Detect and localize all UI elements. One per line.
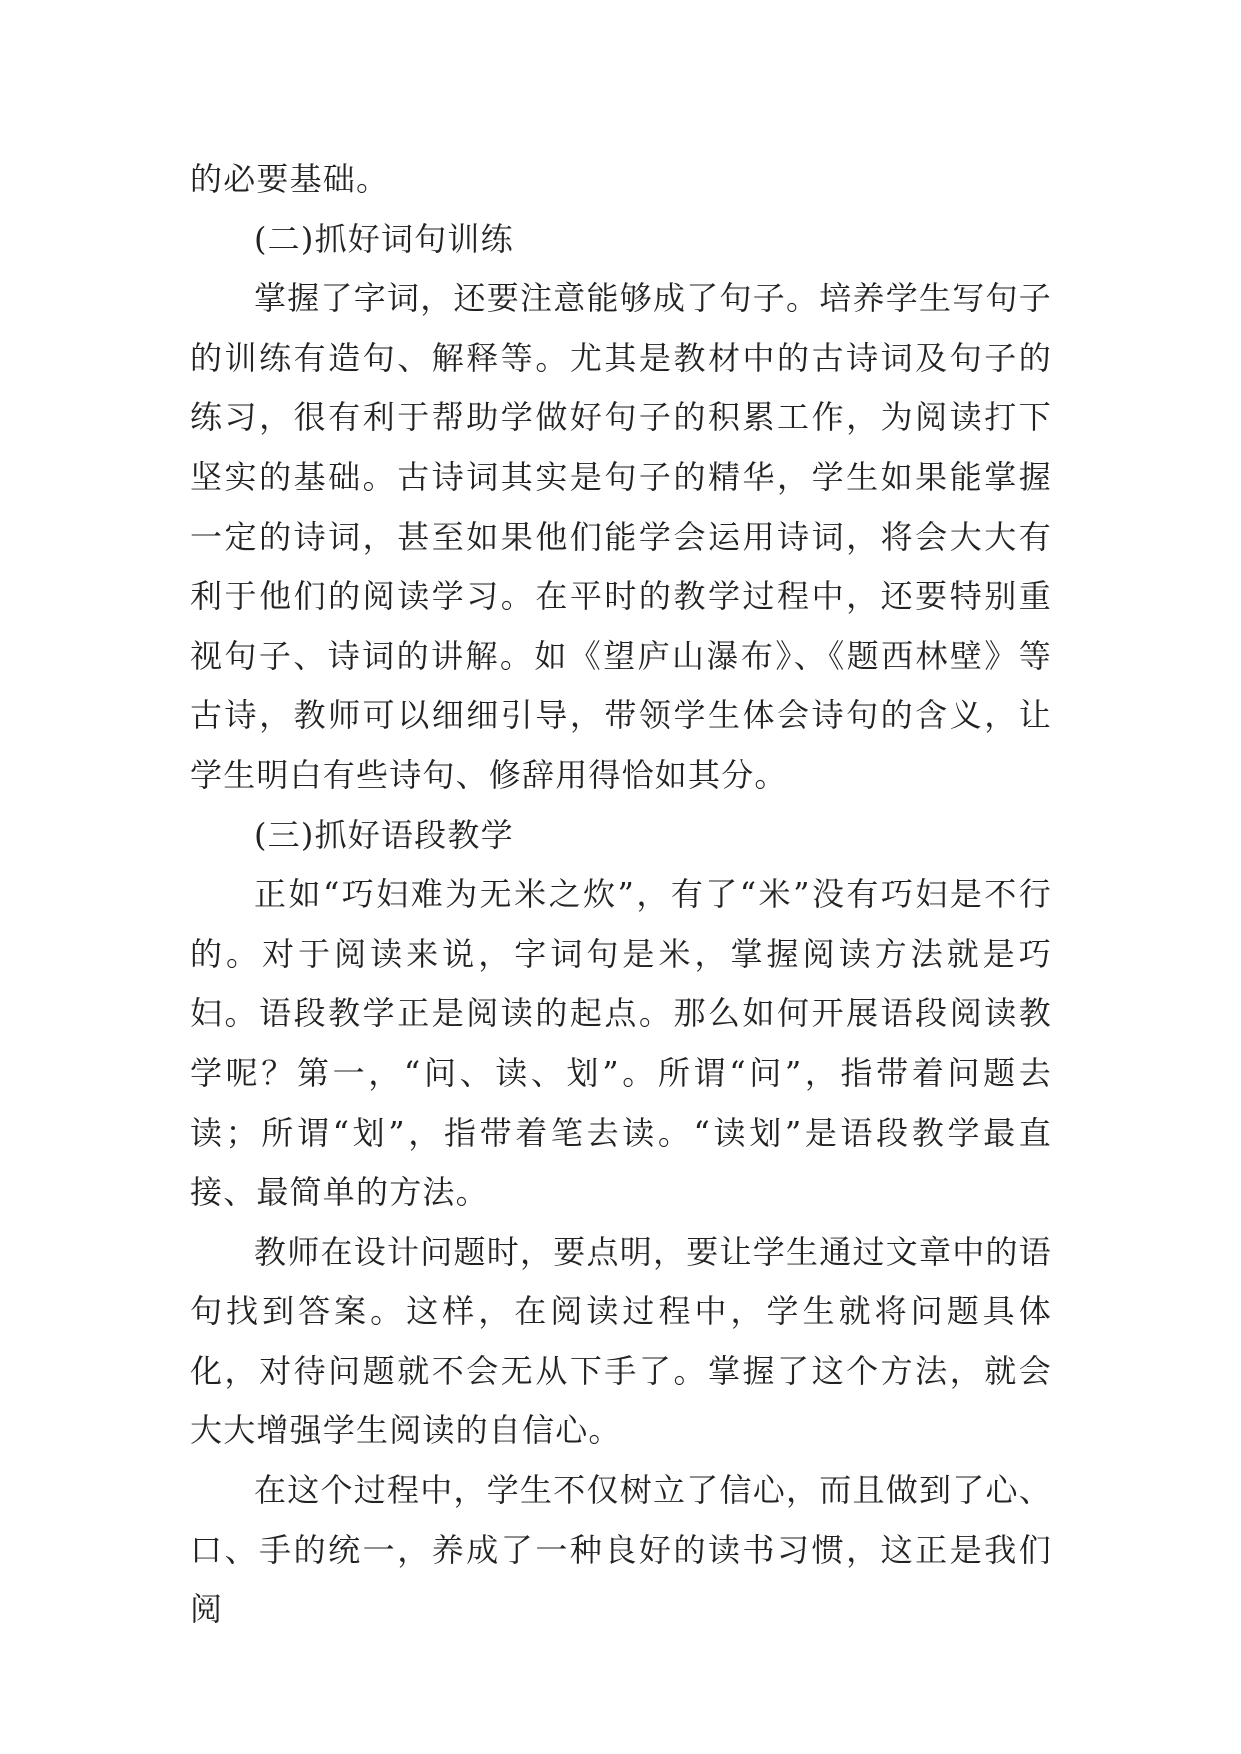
- paragraph-reading-habit: 在这个过程中，学生不仅树立了信心，而且做到了心、口、手的统一，养成了一种良好的读书习惯，这正是我们阅: [190, 1471, 1052, 1629]
- paragraph-passage-teaching: 正如“巧妇难为无米之炊”，有了“米”没有巧妇是不行的。对于阅读来说，字词句是米，掌握阅读方法就是巧妇。语段教学正是阅读的起点。那么如何开展语段阅读教学呢？第一，“问、读、划”。所谓“问”，指带着问题去读；所谓“划”，指带着笔去读。“读划”是语段教学最直接、最简单的方法。: [190, 875, 1052, 1212]
- document-body: [190, 150, 1052, 1640]
- section-heading-2: (二)抓好词句训练: [254, 219, 514, 258]
- section-heading-3: (三)抓好语段教学: [254, 815, 514, 854]
- paragraph-continuation: 的必要基础。: [190, 160, 390, 198]
- paragraph-word-sentence-training: 掌握了字词，还要注意能够成了句子。培养学生写句子的训练有造句、解释等。尤其是教材中的古诗词及句子的练习，很有利于帮助学做好句子的积累工作，为阅读打下坚实的基础。古诗词其实是句子的精华，学生如果能掌握一定的诗词，甚至如果他们能学会运用诗词，将会大大有利于他们的阅读学习。在平时的教学过程中，还要特别重视句子、诗词的讲解。如《望庐山瀑布》、《题西林壁》等古诗，教师可以细细引导，带领学生体会诗句的含义，让学生明白有些诗句、修辞用得恰如其分。: [190, 279, 1052, 794]
- paragraph-question-design: 教师在设计问题时，要点明，要让学生通过文章中的语句找到答案。这样，在阅读过程中，学生就将问题具体化，对待问题就不会无从下手了。掌握了这个方法，就会大大增强学生阅读的自信心。: [190, 1232, 1052, 1450]
